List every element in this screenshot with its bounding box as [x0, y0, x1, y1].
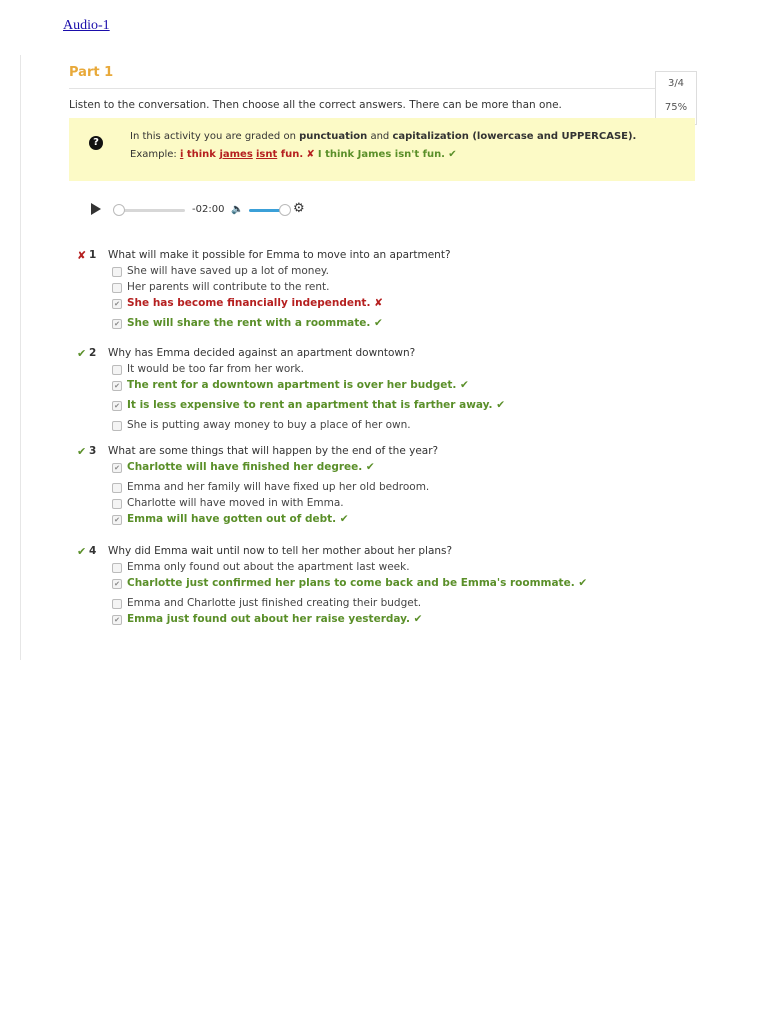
answer-label: Emma only found out about the apartment last week.: [127, 561, 410, 573]
answer-label: The rent for a downtown apartment is over her budget. ✔: [127, 379, 469, 391]
answer-label: She is putting away money to buy a place of her own.: [127, 419, 411, 431]
answer-checkbox[interactable]: ✔: [112, 319, 122, 329]
answer-checkbox[interactable]: [112, 365, 122, 375]
check-mark-icon: ✔: [77, 347, 87, 360]
answer-label: Emma and Charlotte just finished creating their budget.: [127, 597, 422, 609]
answer-label: Charlotte will have moved in with Emma.: [127, 497, 344, 509]
score-percent: 75%: [664, 102, 688, 113]
answer-option[interactable]: [77, 497, 697, 513]
answer-checkbox[interactable]: ✔: [112, 515, 122, 525]
score-fraction: 3/4: [667, 78, 685, 89]
note-and: and: [367, 131, 393, 142]
audio-player: [91, 200, 311, 222]
seek-handle[interactable]: [113, 204, 125, 216]
check-mark-icon: ✔: [77, 545, 87, 558]
answer-option[interactable]: [77, 363, 697, 379]
activity-screenshot: [20, 55, 711, 660]
answer-label: Emma will have gotten out of debt. ✔: [127, 513, 349, 525]
example-error-james: james: [219, 149, 253, 160]
answer-checkbox[interactable]: [112, 563, 122, 573]
wrong-mark-icon: ✘: [77, 249, 87, 262]
answer-option[interactable]: [77, 461, 697, 481]
answer-option[interactable]: [77, 597, 697, 613]
question-text: What will make it possible for Emma to move into an apartment?: [108, 249, 451, 261]
answer-option[interactable]: [77, 379, 697, 399]
answer-option[interactable]: [77, 577, 697, 597]
answer-label: Emma and her family will have fixed up her old bedroom.: [127, 481, 430, 493]
divider: [69, 88, 655, 89]
check-mark-icon: ✔: [448, 149, 457, 160]
answer-option[interactable]: [77, 561, 697, 577]
note-capitalization: capitalization: [392, 131, 469, 142]
score-box: [655, 71, 697, 125]
volume-bar[interactable]: [249, 209, 283, 212]
note-line-2: [130, 149, 457, 160]
question-text: What are some things that will happen by the end of the year?: [108, 445, 439, 457]
note-text: In this activity you are graded on: [130, 131, 300, 142]
answer-checkbox[interactable]: [112, 499, 122, 509]
question-header: [77, 249, 697, 265]
example-think: think: [183, 149, 220, 160]
answer-label: She will share the rent with a roommate. ✔: [127, 317, 383, 329]
note-paren: (lowercase and UPPERCASE).: [468, 131, 637, 142]
question-2: [77, 347, 697, 435]
play-icon[interactable]: [91, 203, 101, 215]
part-title: Part 1: [69, 65, 114, 80]
question-3: [77, 445, 697, 533]
question-header: [77, 545, 697, 561]
audio-link[interactable]: Audio-1: [63, 18, 110, 33]
note-line-1: [130, 131, 636, 142]
answer-option[interactable]: [77, 419, 697, 435]
answer-checkbox[interactable]: [112, 483, 122, 493]
grading-note: [69, 118, 695, 181]
example-error-isnt: isnt: [255, 149, 278, 160]
question-number: 4: [89, 545, 97, 557]
answer-checkbox[interactable]: ✔: [112, 615, 122, 625]
example-error-i: i: [179, 149, 184, 160]
instructions: Listen to the conversation. Then choose all the correct answers. There can be more than one.: [69, 99, 562, 111]
answer-checkbox[interactable]: [112, 283, 122, 293]
answer-option[interactable]: [77, 265, 697, 281]
note-punctuation: punctuation: [299, 131, 368, 142]
help-icon: ?: [89, 136, 103, 150]
answer-option[interactable]: [77, 317, 697, 337]
question-header: [77, 445, 697, 461]
example-label: Example:: [130, 149, 180, 160]
example-correct: I think James isn't fun.: [317, 149, 445, 160]
answer-option[interactable]: [77, 399, 697, 419]
answer-option[interactable]: [77, 613, 697, 633]
answer-label: Charlotte will have finished her degree. ✔: [127, 461, 375, 473]
example-fun: fun.: [277, 149, 304, 160]
answer-label: Charlotte just confirmed her plans to come back and be Emma's roommate. ✔: [127, 577, 588, 589]
question-text: Why did Emma wait until now to tell her mother about her plans?: [108, 545, 453, 557]
answer-label: Her parents will contribute to the rent.: [127, 281, 330, 293]
volume-handle[interactable]: [279, 204, 291, 216]
question-1: [77, 249, 697, 337]
question-4: [77, 545, 697, 633]
check-mark-icon: ✔: [77, 445, 87, 458]
answer-checkbox[interactable]: ✔: [112, 401, 122, 411]
answer-checkbox[interactable]: ✔: [112, 463, 122, 473]
question-number: 3: [89, 445, 97, 457]
answer-label: Emma just found out about her raise yesterday. ✔: [127, 613, 423, 625]
gear-icon[interactable]: ⚙: [293, 201, 305, 216]
answer-checkbox[interactable]: [112, 267, 122, 277]
answer-checkbox[interactable]: ✔: [112, 299, 122, 309]
answer-checkbox[interactable]: ✔: [112, 381, 122, 391]
question-number: 1: [89, 249, 97, 261]
answer-checkbox[interactable]: ✔: [112, 579, 122, 589]
wrong-mark-icon: ✘: [306, 149, 315, 160]
answer-label: She will have saved up a lot of money.: [127, 265, 329, 277]
answer-checkbox[interactable]: [112, 599, 122, 609]
answer-label: She has become financially independent. ✘: [127, 297, 383, 309]
seek-bar[interactable]: [117, 209, 185, 212]
answer-option[interactable]: [77, 297, 697, 317]
time-remaining: -02:00: [192, 204, 225, 215]
question-number: 2: [89, 347, 97, 359]
answer-option[interactable]: [77, 481, 697, 497]
answer-option[interactable]: [77, 281, 697, 297]
answer-label: It would be too far from her work.: [127, 363, 304, 375]
answer-option[interactable]: [77, 513, 697, 533]
answer-label: It is less expensive to rent an apartment that is farther away. ✔: [127, 399, 505, 411]
question-header: [77, 347, 697, 363]
question-text: Why has Emma decided against an apartment downtown?: [108, 347, 416, 359]
volume-icon[interactable]: 🔈: [231, 204, 244, 215]
answer-checkbox[interactable]: [112, 421, 122, 431]
